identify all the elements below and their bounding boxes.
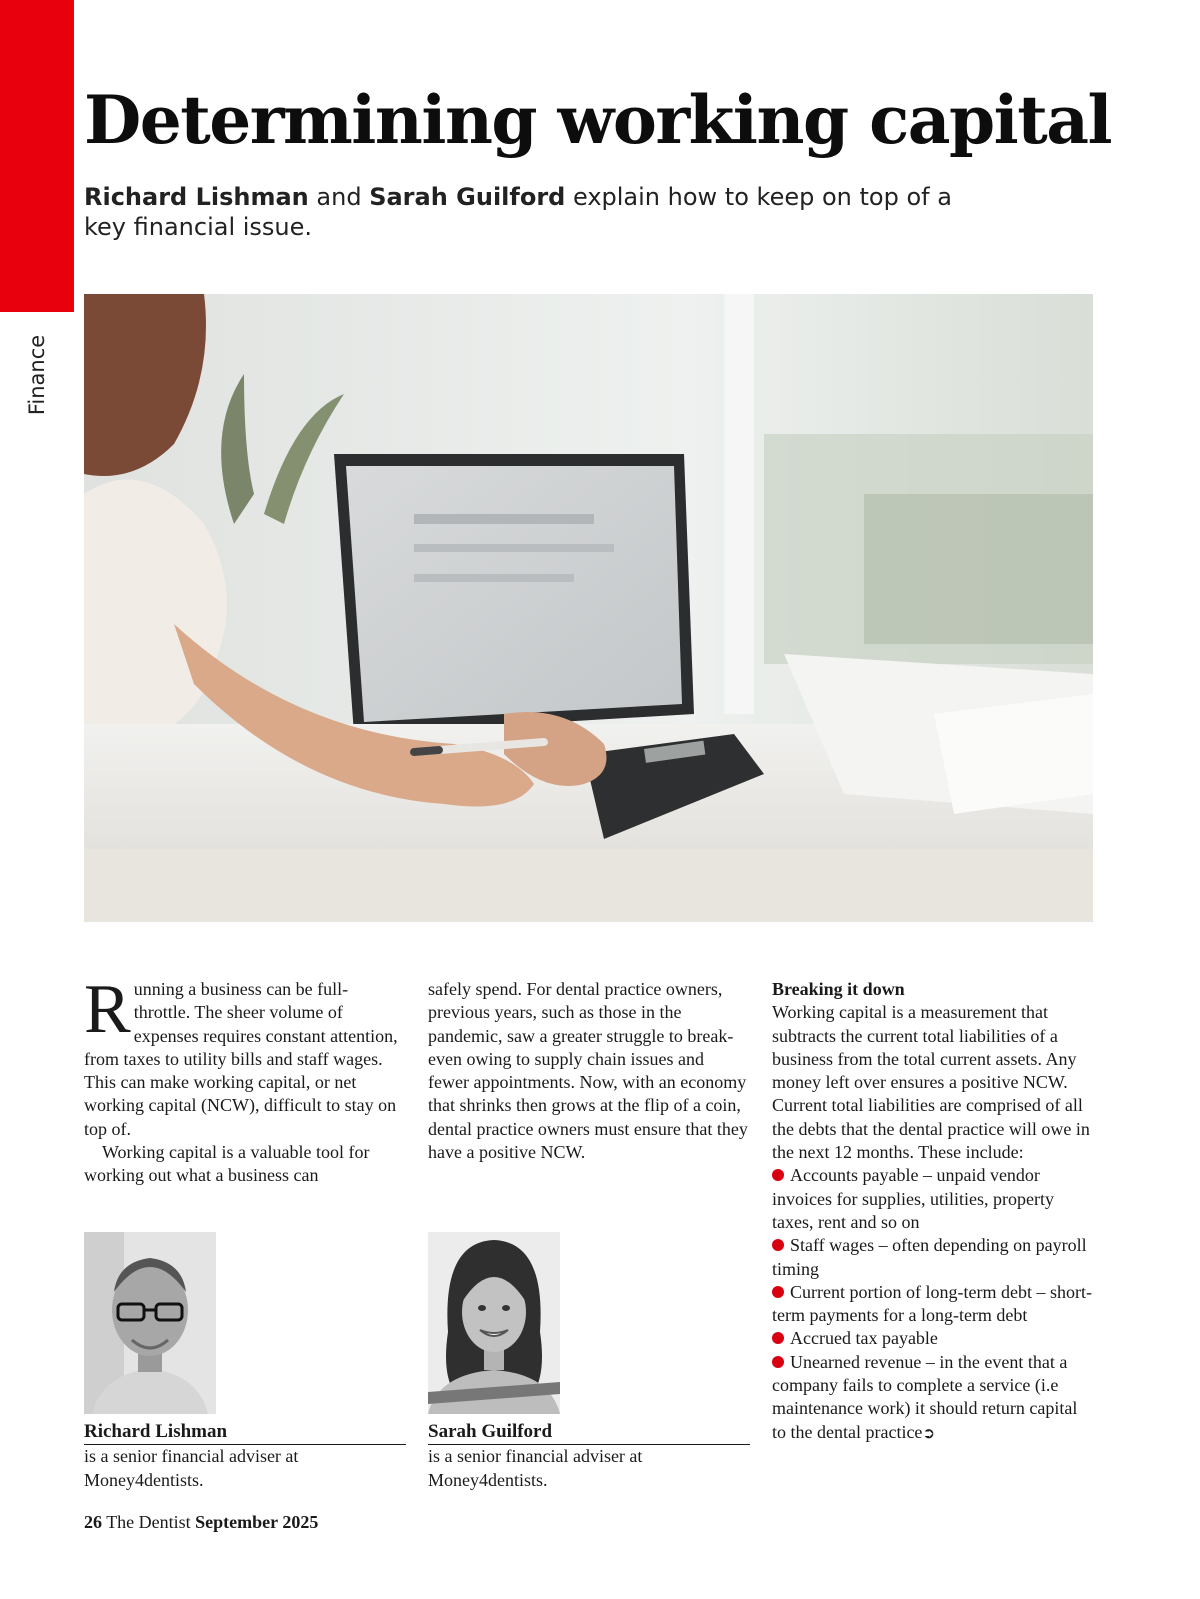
portrait-icon — [84, 1232, 216, 1414]
section-color-bar — [0, 0, 74, 312]
paragraph-1-text: unning a business can be full-throttle. The sheer volume of expenses requires constant attention, from taxes to utility bills and staff wages. This can make working capital, or net working capital (NCW), difficult to stay on top of. — [84, 979, 398, 1139]
subheading: Breaking it down — [772, 979, 905, 999]
bullet-dot-icon — [772, 1286, 784, 1298]
article-headline: Determining working capital — [84, 81, 1112, 159]
bullet-dot-icon — [772, 1239, 784, 1251]
body-column-1 — [84, 971, 404, 1188]
bullet-dot-icon — [772, 1169, 784, 1181]
author-bio-2: is a senior financial adviser at Money4dentists. — [428, 1446, 643, 1490]
dropcap: R — [84, 971, 131, 1048]
list-item: Staff wages – often depending on payroll timing — [772, 1235, 1087, 1279]
magazine-name: The Dentist — [106, 1512, 191, 1532]
paragraph-3: Working capital is a measurement that subtracts the current total liabilities of a business from the total current assets. Any money left over ensures a positive NCW. Current total liabilities are comprised of all the debts that the dental practice will owe in the next 12 months. These include: — [772, 1002, 1090, 1163]
author-photo-richard-lishman — [84, 1232, 216, 1414]
list-item: Unearned revenue – in the event that a company fails to complete a service (i.e maintenance work) it should return capital to the dental practice➲ — [772, 1351, 1078, 1442]
standfirst — [84, 182, 984, 242]
list-item: Current portion of long-term debt – short-term payments for a long-term debt — [772, 1281, 1092, 1326]
paragraph-2-start: Working capital is a valuable tool for working out what a business can — [84, 1142, 370, 1186]
paragraph-2-continued: safely spend. For dental practice owners, previous years, such as those in the pandemic, saw a greater struggle to break-even owing to supply chain issues and fewer appointments. Now, with an economy that shrinks then grows at the flip of a coin, dental practice owners must ensure that they have a positive NCW. — [428, 979, 748, 1163]
page-folio — [84, 1512, 318, 1533]
continue-arrow-icon: ➲ — [922, 1423, 936, 1442]
standfirst-text: explain how to keep on top of a key financial issue. — [84, 183, 952, 241]
hero-photo — [84, 294, 1093, 922]
body-column-2 — [428, 978, 748, 1164]
paragraph-1 — [84, 971, 404, 1141]
list-item: Accounts payable – unpaid vendor invoices for supplies, utilities, property taxes, rent and so on — [772, 1165, 1054, 1232]
section-label-text: Finance — [25, 334, 49, 416]
portrait-icon — [428, 1232, 560, 1414]
page-number: 26 — [84, 1512, 102, 1532]
section-label — [22, 330, 52, 420]
author-name-1: Richard Lishman — [84, 1420, 406, 1445]
bullet-dot-icon — [772, 1332, 784, 1344]
standfirst-conjunction: and — [316, 183, 362, 211]
standfirst-author-2: Sarah Guilford — [369, 183, 566, 211]
bullet-dot-icon — [772, 1356, 784, 1368]
list-item: Accrued tax payable — [772, 1327, 1092, 1350]
author-photo-sarah-guilford — [428, 1232, 560, 1414]
author-name-2: Sarah Guilford — [428, 1420, 750, 1445]
author-bio-1: is a senior financial adviser at Money4dentists. — [84, 1446, 299, 1490]
laptop-calculator-photo-icon — [84, 294, 1093, 922]
standfirst-author-1: Richard Lishman — [84, 183, 309, 211]
body-column-3 — [772, 978, 1092, 1445]
liabilities-list — [772, 1164, 1092, 1445]
issue-date: September 2025 — [195, 1512, 319, 1532]
